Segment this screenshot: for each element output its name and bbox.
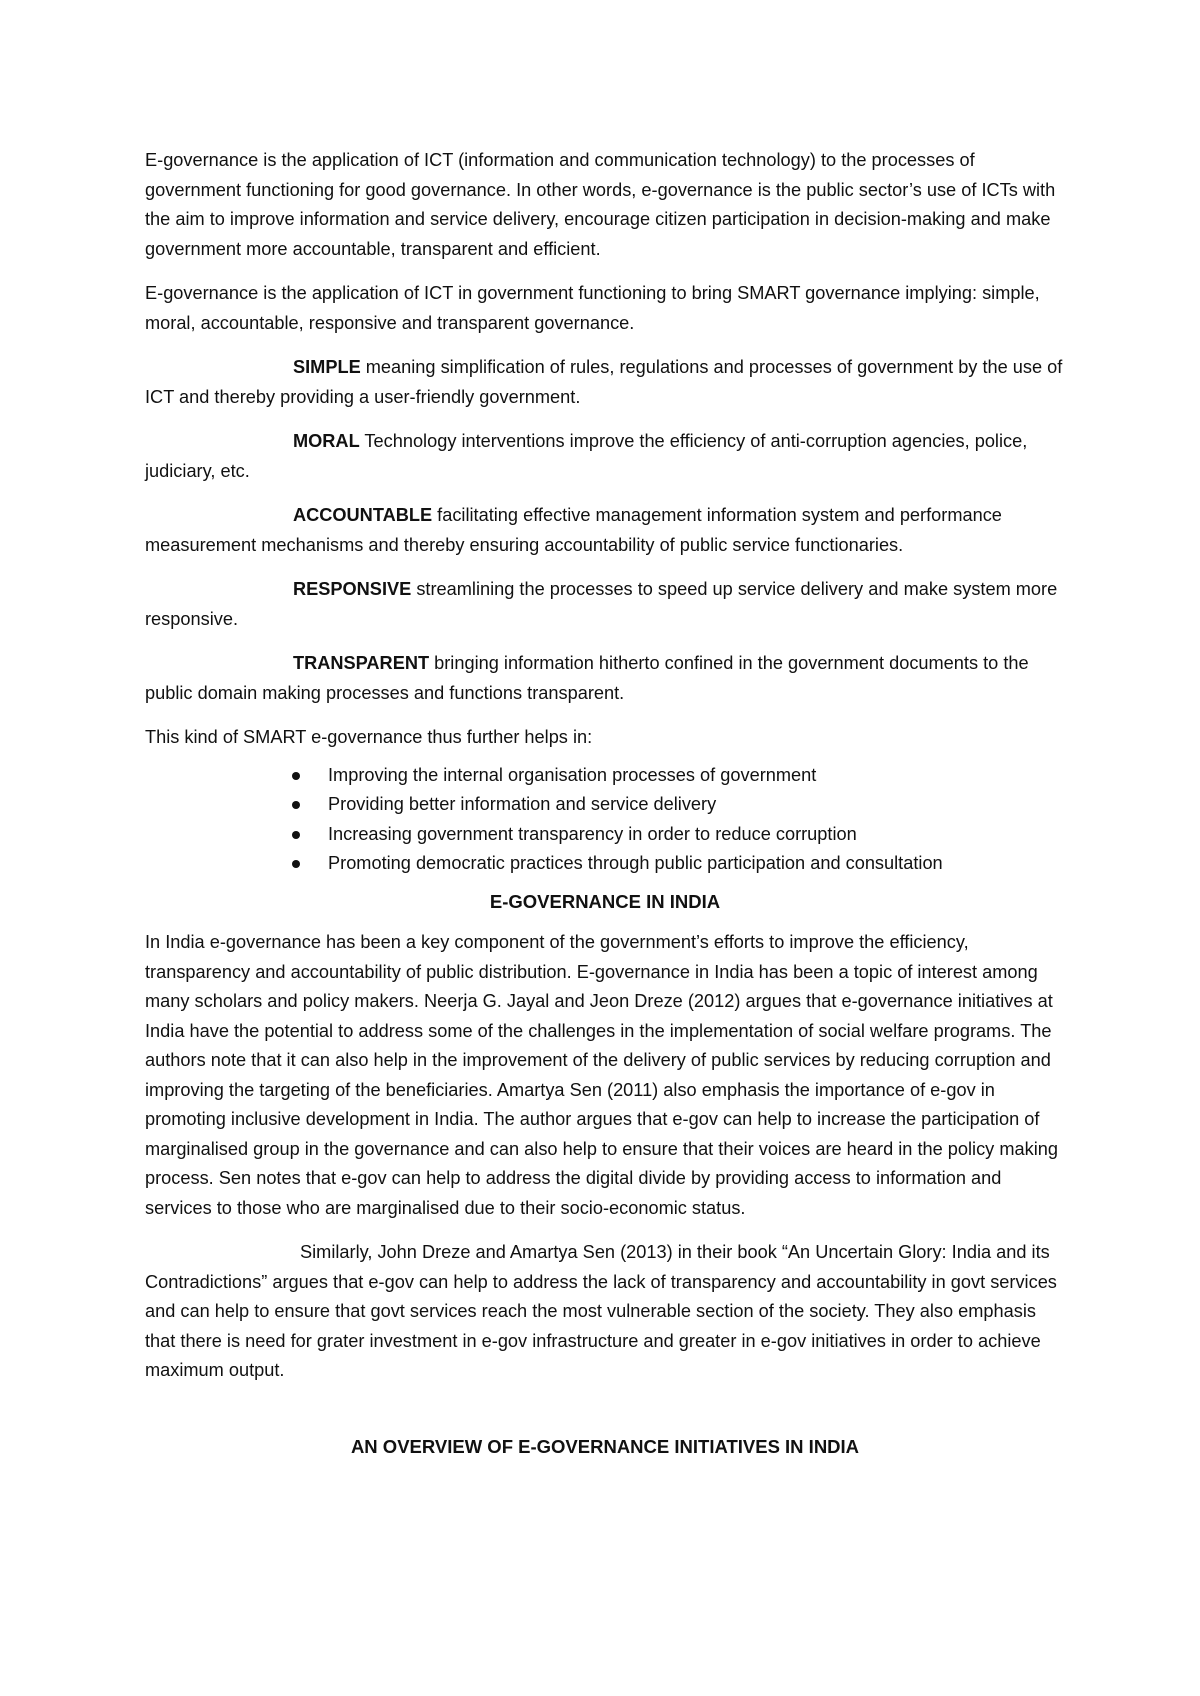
smart-text-simple: meaning simplification of rules, regulations and processes of government by the use of ICT and thereby providing a user-friendly government.	[145, 357, 1063, 407]
bullet-icon	[292, 772, 300, 780]
smart-text-responsive: streamlining the processes to speed up service delivery and make system more responsive.	[145, 579, 1058, 629]
list-item	[145, 761, 1065, 791]
list-item-text: Increasing government transparency in order to reduce corruption	[328, 823, 857, 844]
benefits-lead: This kind of SMART e-governance thus further helps in:	[145, 727, 593, 747]
bullet-icon	[292, 801, 300, 809]
document-page	[145, 146, 1065, 1473]
bullet-icon	[292, 831, 300, 839]
smart-text-transparent: bringing information hitherto confined in the government documents to the public domain making processes and functions transparent.	[145, 653, 1029, 703]
benefits-list	[145, 761, 1065, 879]
list-item-text: Improving the internal organisation processes of government	[328, 764, 817, 785]
bullet-icon	[292, 860, 300, 868]
list-item	[145, 790, 1065, 820]
intro-paragraph-1: E-governance is the application of ICT (information and communication technology) to the processes of government functioning for good governance. In other words, e-governance is the public sector’s use of ICTs with the aim to improve information and service delivery, encourage citizen participation in decision-making and make government more accountable, transparent and efficient.	[145, 150, 1056, 259]
smart-term-accountable: ACCOUNTABLE	[293, 505, 433, 525]
india-paragraph-2: Similarly, John Dreze and Amartya Sen (2013) in their book “An Uncertain Glory: India and its Contradictions” argues that e-gov can help to address the lack of transparency and accountability in govt services and can help to ensure that govt services reach the most vulnerable section of the society. They also emphasis that there is need for grater investment in e-gov infrastructure and greater in e-gov initiatives in order to achieve maximum output.	[145, 1242, 1057, 1380]
smart-term-simple: SIMPLE	[293, 357, 361, 377]
section-heading-india: E-GOVERNANCE IN INDIA	[489, 890, 721, 912]
india-paragraph-1: In India e-governance has been a key component of the government’s efforts to improve the efficiency, transparency and accountability of public distribution. E-governance in India has been a topic of interest among many scholars and policy makers. Neerja G. Jayal and Jeon Dreze (2012) argues that e-governance initiatives at India have the potential to address some of the challenges in the implementation of social welfare programs. The authors note that it can also help in the improvement of the delivery of public services by reducing corruption and improving the targeting of the beneficiaries. Amartya Sen (2011) also emphasis the importance of e-gov in promoting inclusive development in India. The author argues that e-gov can help to increase the participation of marginalised group in the governance and can also help to ensure that their voices are heard in the policy making process. Sen notes that e-gov can help to address the digital divide by providing access to information and services to those who are marginalised due to their socio-economic status.	[145, 932, 1058, 1218]
smart-simple-paragraph	[145, 353, 1065, 412]
smart-moral-paragraph	[145, 427, 1065, 486]
smart-text-moral: Technology interventions improve the efficiency of anti-corruption agencies, police, judiciary, etc.	[145, 431, 1028, 481]
list-item	[145, 820, 1065, 850]
intro-paragraph-2: E-governance is the application of ICT in government functioning to bring SMART governance implying: simple, moral, accountable, responsive and transparent governance.	[145, 283, 1040, 333]
list-item-text: Providing better information and service delivery	[328, 794, 717, 814]
smart-accountable-paragraph	[145, 501, 1065, 560]
smart-term-moral: MORAL	[293, 431, 360, 451]
smart-term-transparent: TRANSPARENT	[293, 653, 430, 673]
section-heading-overview: AN OVERVIEW OF E-GOVERNANCE INITIATIVES IN INDIA	[350, 1435, 860, 1457]
list-item	[145, 849, 1065, 879]
smart-term-responsive: RESPONSIVE	[293, 579, 412, 599]
smart-transparent-paragraph	[145, 649, 1065, 708]
list-item-text: Promoting democratic practices through public participation and consultation	[328, 853, 943, 873]
smart-text-accountable: facilitating effective management information system and performance measurement mechanisms and thereby ensuring accountability of public service functionaries.	[145, 505, 1002, 555]
smart-responsive-paragraph	[145, 575, 1065, 634]
